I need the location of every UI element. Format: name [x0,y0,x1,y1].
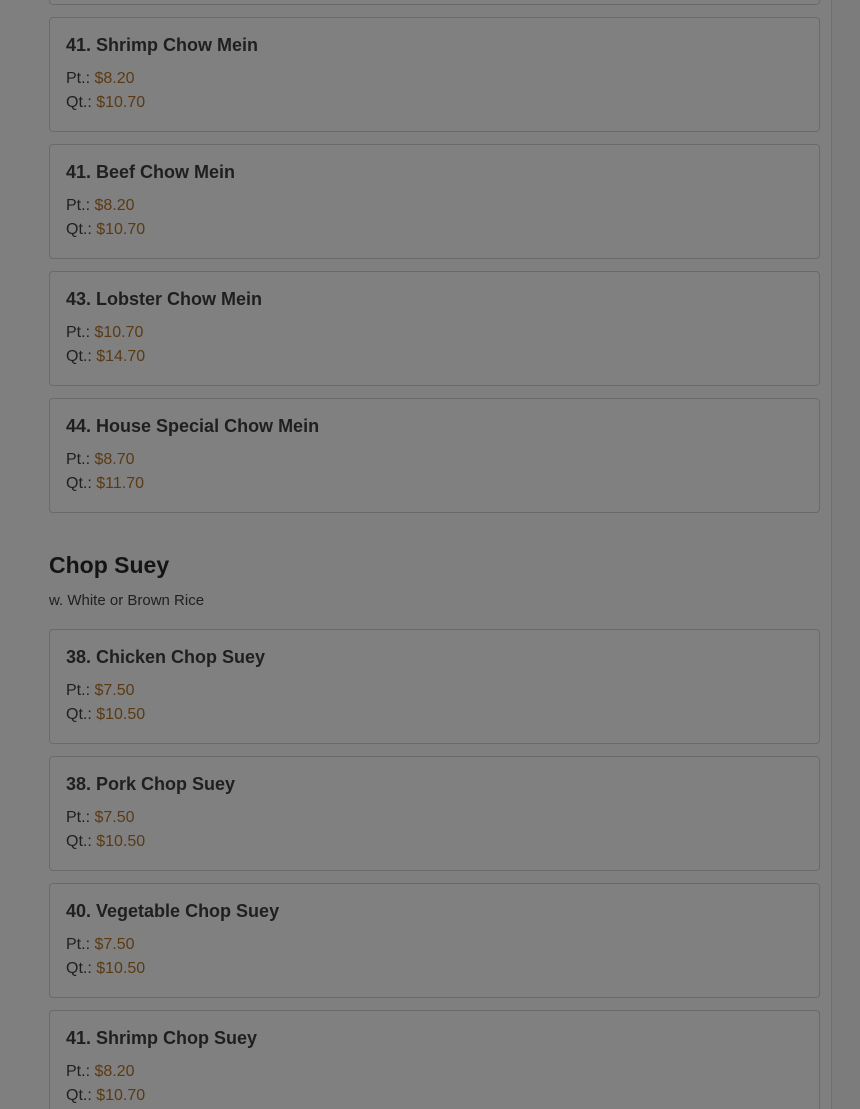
quart-label: Qt.: [66,1087,92,1104]
pint-label: Pt.: [66,197,91,214]
pint-price: $7.50 [94,682,135,699]
quart-price: $10.50 [96,960,146,977]
menu-item-card[interactable] [49,629,820,744]
pint-price-line [66,682,135,700]
quart-label: Qt.: [66,960,92,977]
quart-price: $14.70 [96,348,146,365]
pint-label: Pt.: [66,451,91,468]
pint-price: $7.50 [94,809,135,826]
menu-item-title: 38. Chicken Chop Suey [66,647,266,667]
menu-item-title: 44. House Special Chow Mein [66,416,320,436]
pint-price-line [66,451,135,469]
menu-item-title: 43. Lobster Chow Mein [66,289,263,309]
pint-price-line [66,1063,135,1081]
quart-price-line [66,94,145,112]
pint-price-line [66,197,135,215]
quart-label: Qt.: [66,348,92,365]
quart-price: $10.50 [96,833,146,850]
menu-item-card-partial[interactable] [49,0,820,5]
quart-label: Qt.: [66,706,92,723]
pint-price: $8.20 [94,70,135,87]
pint-price-line [66,70,135,88]
quart-price: $10.70 [96,221,146,238]
pint-price: $8.20 [94,1063,135,1080]
pint-price: $7.50 [94,936,135,953]
pint-price-line [66,936,135,954]
right-sidebar-edge [831,0,860,1109]
quart-price-line [66,475,144,493]
quart-label: Qt.: [66,94,92,111]
menu-item-title: 41. Shrimp Chow Mein [66,35,259,55]
quart-price-line [66,706,145,724]
quart-price-line [66,960,145,978]
quart-price-line [66,833,145,851]
menu-item-card[interactable] [49,17,820,132]
section-title: Chop Suey [49,552,170,578]
quart-label: Qt.: [66,221,92,238]
quart-label: Qt.: [66,833,92,850]
menu-item-card[interactable] [49,144,820,259]
quart-price: $10.50 [96,706,146,723]
pint-price: $8.20 [94,197,135,214]
pint-price-line [66,324,143,342]
menu-item-title: 41. Beef Chow Mein [66,162,236,182]
quart-price-line [66,348,145,366]
pint-price-line [66,809,135,827]
menu-item-title: 38. Pork Chop Suey [66,774,236,794]
pint-label: Pt.: [66,1063,91,1080]
menu-item-card[interactable] [49,398,820,513]
quart-label: Qt.: [66,475,92,492]
menu-item-card[interactable] [49,883,820,998]
section-subtitle: w. White or Brown Rice [49,592,205,609]
pint-label: Pt.: [66,809,91,826]
menu-item-card[interactable] [49,756,820,871]
menu-item-title: 40. Vegetable Chop Suey [66,901,280,921]
quart-price: $10.70 [96,1087,146,1104]
quart-price: $10.70 [96,94,146,111]
quart-price-line [66,1087,145,1105]
quart-price-line [66,221,145,239]
quart-price: $11.70 [96,475,144,492]
menu-item-card[interactable] [49,271,820,386]
menu-item-card[interactable] [49,1010,820,1109]
pint-label: Pt.: [66,682,91,699]
pint-label: Pt.: [66,70,91,87]
pint-price: $10.70 [94,324,144,341]
pint-label: Pt.: [66,324,91,341]
menu-item-title: 41. Shrimp Chop Suey [66,1028,258,1048]
pint-label: Pt.: [66,936,91,953]
pint-price: $8.70 [94,451,135,468]
